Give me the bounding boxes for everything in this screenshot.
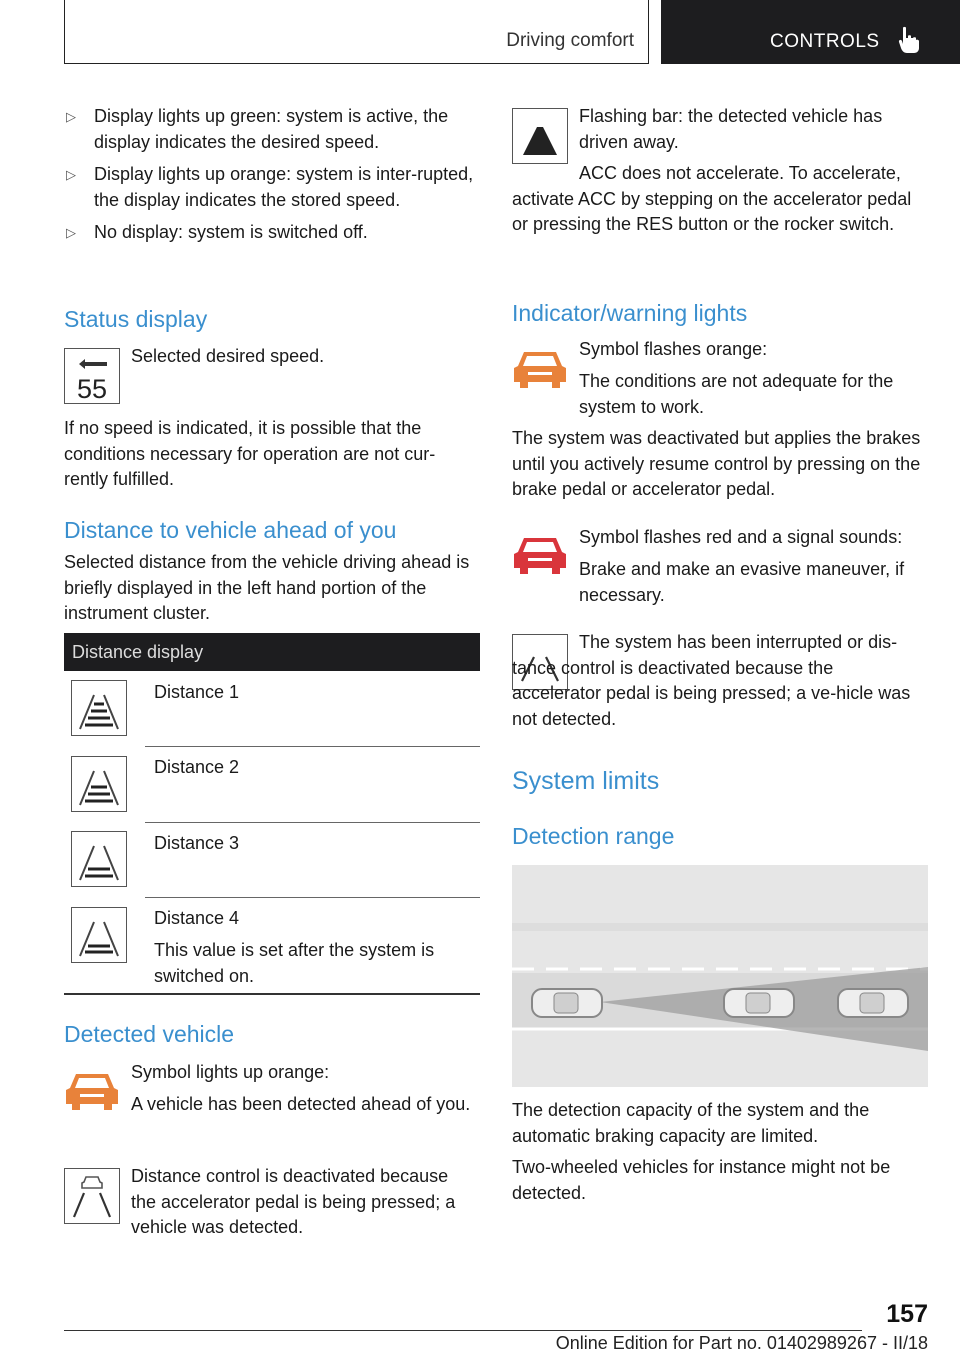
header-chapter-box: [661, 0, 960, 64]
status-bullet-list: [64, 104, 480, 253]
table-bottom-line: [64, 993, 480, 995]
road-car-icon: [64, 1168, 120, 1224]
flashing-caption: Flashing bar: the detected vehicle has driven away.: [579, 106, 883, 152]
distance-4-icon: [71, 907, 127, 963]
detection-body-2: Two-wheeled vehicles for instance might not be detected.: [512, 1157, 891, 1203]
status-body: If no speed is indicated, it is possible that the conditions necessary for operation are not cur-rently fulfilled.: [64, 418, 436, 489]
interrupt-caption: The system has been interrupted or dis-tance control is deactivated because the accelerator pedal is being pressed; a ve-hicle was not detected.: [512, 632, 911, 729]
detection-range-heading: Detection range: [512, 823, 675, 849]
status-caption: Selected desired speed.: [131, 346, 325, 366]
pointing-hand-icon: [897, 26, 921, 54]
table-divider: [145, 822, 480, 823]
svg-text:55: 55: [77, 374, 108, 403]
table-divider: [145, 897, 480, 898]
car-orange-icon: [64, 1066, 120, 1116]
list-item: ▷ No display: system is switched off.: [64, 220, 480, 246]
detection-range-illustration: [512, 865, 928, 1087]
triangle-bullet-icon: ▷: [66, 109, 76, 124]
header-section-title: Driving comfort: [506, 30, 634, 51]
distance-1-icon: [71, 680, 127, 736]
red-caption-1: Symbol flashes red and a signal sounds:: [579, 527, 903, 547]
distance-3-icon: [71, 831, 127, 887]
distance-4-note: This value is set after the system is switched on.: [154, 940, 435, 986]
orange-caption-2: The conditions are not adequate for the system to work.: [579, 371, 894, 417]
car-ahead-2-icon: [838, 989, 908, 1017]
car-own-icon: [532, 989, 602, 1017]
page-number: 157: [886, 1300, 928, 1328]
orange-caption-1: Symbol flashes orange:: [579, 339, 768, 359]
system-limits-heading: System limits: [512, 767, 660, 795]
footer-divider: [64, 1330, 862, 1331]
triangle-bullet-icon: ▷: [66, 225, 76, 240]
indicator-heading: Indicator/warning lights: [512, 300, 748, 326]
distance-2-icon: [71, 756, 127, 812]
distance-4-label: Distance 4: [154, 908, 240, 928]
car-orange-flash-icon: [512, 344, 568, 394]
list-item: ▷ Display lights up orange: system is inter-rupted, the display indicates the stored speed.: [66, 164, 474, 210]
acc-body: ACC does not accelerate. To accelerate, activate ACC by stepping on the accelerator pedal or pressing the RES button or the rocker switch.: [512, 163, 912, 234]
detection-body-1: The detection capacity of the system and the automatic braking capacity are limited.: [512, 1100, 870, 1146]
speed-display-icon: [64, 348, 120, 404]
distance-heading: Distance to vehicle ahead of you: [64, 517, 397, 543]
detected-body: Distance control is deactivated because the accelerator pedal is being pressed; a vehicle was detected.: [131, 1166, 456, 1237]
triangle-bullet-icon: ▷: [66, 167, 76, 182]
detected-caption-2: A vehicle has been detected ahead of you.: [131, 1094, 471, 1114]
header-chapter-title: CONTROLS: [770, 31, 880, 52]
detected-caption-1: Symbol lights up orange:: [131, 1062, 330, 1082]
distance-3-label: Distance 3: [154, 833, 240, 853]
orange-body: The system was deactivated but applies the brakes until you actively resume control by pressing on the brake pedal or accelerator pedal.: [512, 428, 921, 499]
header-section-box: [64, 0, 649, 64]
distance-table-header: Distance display: [64, 633, 480, 671]
red-caption-2: Brake and make an evasive maneuver, if necessary.: [579, 559, 905, 605]
list-item: ▷ Display lights up green: system is active, the display indicates the desired speed.: [66, 106, 449, 152]
distance-2-label: Distance 2: [154, 757, 240, 777]
distance-body: Selected distance from the vehicle driving ahead is briefly displayed in the left hand portion of the instrument cluster.: [64, 552, 470, 623]
table-divider: [145, 746, 480, 747]
car-ahead-1-icon: [724, 989, 794, 1017]
detected-vehicle-heading: Detected vehicle: [64, 1021, 235, 1047]
status-display-heading: Status display: [64, 306, 208, 332]
distance-1-label: Distance 1: [154, 682, 240, 702]
car-red-icon: [512, 530, 568, 580]
flashing-bar-icon: [512, 108, 568, 164]
footer-edition: Online Edition for Part no. 01402989267 - II/18: [555, 1333, 928, 1353]
